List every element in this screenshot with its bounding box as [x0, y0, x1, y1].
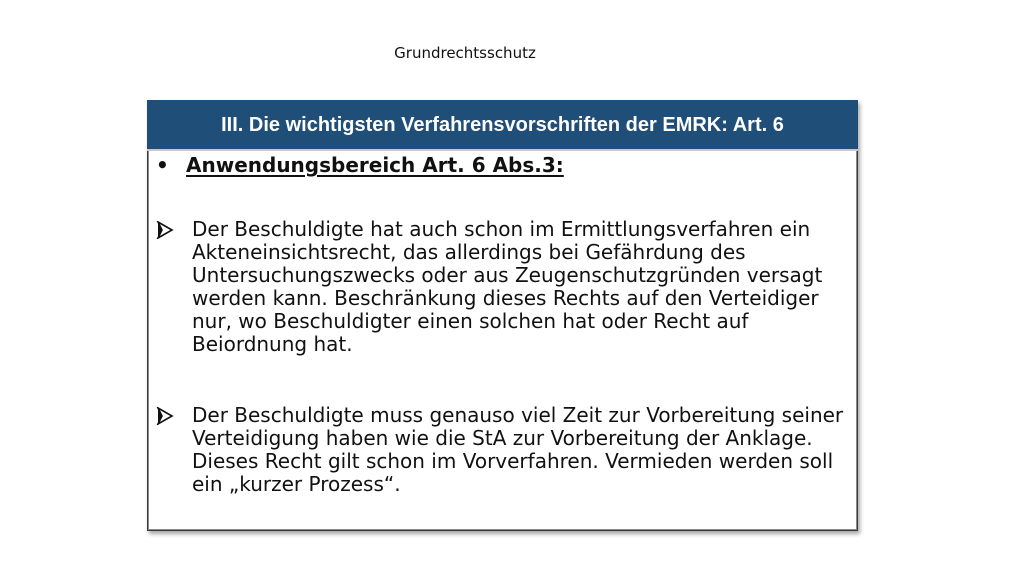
- page-heading: Grundrechtsschutz: [394, 44, 536, 62]
- subheading: [156, 153, 564, 177]
- bullet-icon: •: [156, 153, 169, 177]
- paragraph-text: Der Beschuldigte muss genauso viel Zeit zur Vorbereitung seiner Verteidigung haben wie die StA zur Vorbereitung der Anklage. Dieses Recht gilt schon im Vorverfahren. Vermieden werden soll ein „kurzer Prozess“.: [192, 403, 844, 496]
- paragraph-item: [156, 404, 856, 496]
- paragraph-text: Der Beschuldigte hat auch schon im Ermittlungsverfahren ein Akteneinsichtsrecht, das allerdings bei Gefährdung des Untersuchungszwecks oder aus Zeugenschutzgründen versagt werden kann. Beschränkung dieses Rechts auf den Verteidiger nur, wo Beschuldigter einen solchen hat oder Recht auf Beiordnung hat.: [192, 217, 823, 356]
- arrow-bullet-icon: [156, 404, 192, 496]
- paragraph-item: [156, 218, 856, 356]
- subheading-text: Anwendungsbereich Art. 6 Abs.3:: [186, 153, 564, 177]
- arrow-bullet-icon: [156, 218, 192, 356]
- content-box: [147, 100, 858, 531]
- box-header: III. Die wichtigsten Verfahrensvorschriften der EMRK: Art. 6: [147, 100, 858, 151]
